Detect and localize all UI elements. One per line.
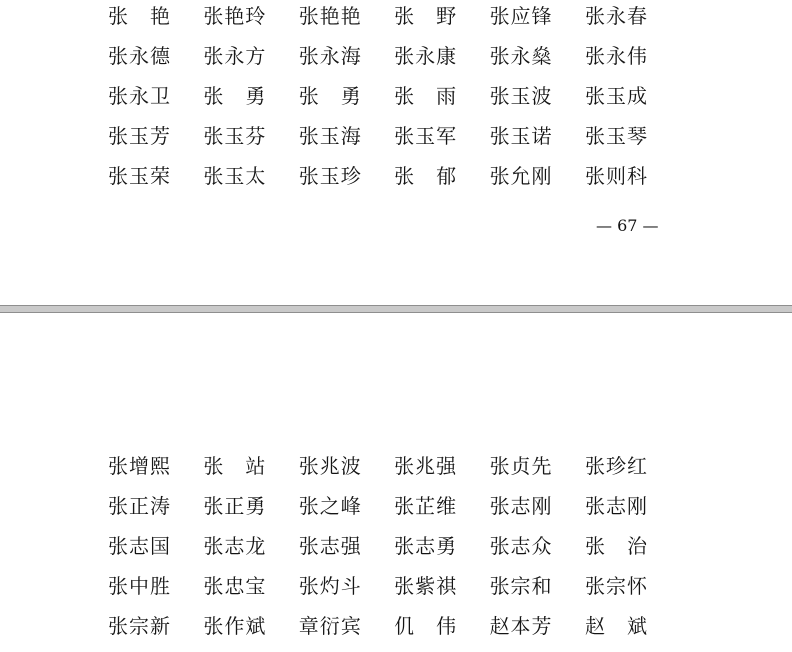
name-entry: 张志勇 bbox=[394, 534, 458, 558]
name-entry: 张玉波 bbox=[489, 84, 553, 108]
name-entry: 张 站 bbox=[203, 454, 267, 478]
name-entry: 张玉海 bbox=[298, 124, 362, 148]
name-entry: 张宗和 bbox=[489, 574, 553, 598]
name-entry: 张灼斗 bbox=[298, 574, 362, 598]
name-entry: 张宗怀 bbox=[584, 574, 648, 598]
name-entry: 张增熙 bbox=[108, 454, 171, 478]
name-entry: 张永燊 bbox=[489, 44, 553, 68]
name-entry: 张 治 bbox=[584, 534, 648, 558]
name-entry: 张永海 bbox=[298, 44, 362, 68]
name-list bbox=[108, 2, 680, 202]
name-entry: 张玉荣 bbox=[108, 164, 171, 188]
page-number: — 67 — bbox=[596, 216, 659, 235]
name-entry: 张永伟 bbox=[584, 44, 648, 68]
name-entry: 张志国 bbox=[108, 534, 171, 558]
name-entry: 张 勇 bbox=[203, 84, 267, 108]
name-entry: 章衍宾 bbox=[298, 614, 362, 638]
name-entry: 张芷维 bbox=[394, 494, 458, 518]
name-entry: 张 野 bbox=[394, 4, 458, 28]
name-entry: 张玉成 bbox=[584, 84, 648, 108]
name-entry: 张永春 bbox=[584, 4, 648, 28]
name-entry: 赵 斌 bbox=[584, 614, 648, 638]
name-entry: 张志龙 bbox=[203, 534, 267, 558]
name-entry: 张永卫 bbox=[108, 84, 171, 108]
page-separator bbox=[0, 305, 792, 313]
name-entry: 张应锋 bbox=[489, 4, 553, 28]
document-page-67 bbox=[0, 0, 792, 305]
name-entry: 张永康 bbox=[394, 44, 458, 68]
name-entry: 张兆强 bbox=[394, 454, 458, 478]
name-entry: 张 勇 bbox=[298, 84, 362, 108]
name-entry: 张志刚 bbox=[584, 494, 648, 518]
name-list bbox=[108, 452, 680, 652]
name-entry: 张玉军 bbox=[394, 124, 458, 148]
name-entry: 张宗新 bbox=[108, 614, 171, 638]
name-entry: 张则科 bbox=[584, 164, 648, 188]
name-entry: 张珍红 bbox=[584, 454, 648, 478]
name-entry: 张 雨 bbox=[394, 84, 458, 108]
name-entry: 张 郁 bbox=[394, 164, 458, 188]
name-entry: 张 艳 bbox=[108, 4, 171, 28]
name-entry: 张贞先 bbox=[489, 454, 553, 478]
name-entry: 张玉琴 bbox=[584, 124, 648, 148]
name-entry: 张玉芬 bbox=[203, 124, 267, 148]
name-entry: 张之峰 bbox=[298, 494, 362, 518]
name-entry: 张艳艳 bbox=[298, 4, 362, 28]
name-entry: 张作斌 bbox=[203, 614, 267, 638]
name-entry: 张志众 bbox=[489, 534, 553, 558]
name-entry: 张兆波 bbox=[298, 454, 362, 478]
name-entry: 张玉太 bbox=[203, 164, 267, 188]
name-entry: 张正勇 bbox=[203, 494, 267, 518]
name-entry: 张允刚 bbox=[489, 164, 553, 188]
name-entry: 仉 伟 bbox=[394, 614, 458, 638]
name-entry: 张永德 bbox=[108, 44, 171, 68]
name-entry: 张玉诺 bbox=[489, 124, 553, 148]
name-entry: 张志强 bbox=[298, 534, 362, 558]
name-entry: 张艳玲 bbox=[203, 4, 267, 28]
document-page-next bbox=[0, 313, 792, 652]
name-entry: 张紫祺 bbox=[394, 574, 458, 598]
name-entry: 张中胜 bbox=[108, 574, 171, 598]
name-entry: 张玉芳 bbox=[108, 124, 171, 148]
name-entry: 张忠宝 bbox=[203, 574, 267, 598]
name-entry: 张志刚 bbox=[489, 494, 553, 518]
name-entry: 赵本芳 bbox=[489, 614, 553, 638]
name-entry: 张永方 bbox=[203, 44, 267, 68]
name-entry: 张正涛 bbox=[108, 494, 171, 518]
name-entry: 张玉珍 bbox=[298, 164, 362, 188]
